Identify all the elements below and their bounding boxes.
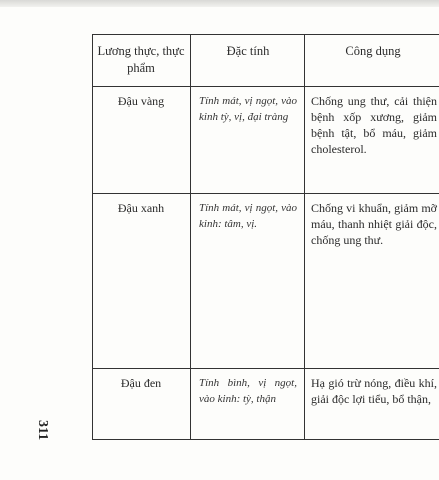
header-property: Đặc tính [226, 44, 270, 58]
row-use: Chống ung thư, cải thiện bệnh xốp xương, giảm bệnh tật, bổ máu, giảm cholesterol. [311, 94, 437, 156]
row-property: Tính mát, vị ngọt, vào kinh: tâm, vị. [199, 202, 297, 230]
header-bottom-border [92, 86, 439, 87]
row-food: Đậu xanh [117, 201, 165, 215]
food-property-table [92, 34, 439, 440]
row-divider [92, 193, 439, 194]
page-number: 311 [35, 420, 50, 441]
header-food: Lương thực, thực phẩm [97, 44, 185, 75]
column-divider [304, 34, 305, 440]
table-bottom-border [92, 439, 439, 440]
header-use: Công dụng [345, 44, 401, 58]
row-property: Tính bình, vị ngọt, vào kinh: tỳ, thận [199, 377, 297, 405]
row-food: Đậu vàng [117, 94, 165, 108]
row-food: Đậu đen [120, 376, 162, 390]
row-divider [92, 368, 439, 369]
row-use: Chống vi khuẩn, giảm mỡ máu, thanh nhiệt giải độc, chống ung thư. [311, 201, 437, 247]
row-property: Tính mát, vị ngọt, vào kinh tỳ, vị, đại tràng [199, 95, 297, 123]
column-divider [190, 34, 191, 440]
table-left-border [92, 34, 93, 440]
table-top-border [92, 34, 439, 35]
row-use: Hạ gió trừ nóng, điều khí, giải độc lợi tiểu, bổ thận, [311, 376, 437, 406]
scan-edge-shadow [0, 0, 439, 7]
